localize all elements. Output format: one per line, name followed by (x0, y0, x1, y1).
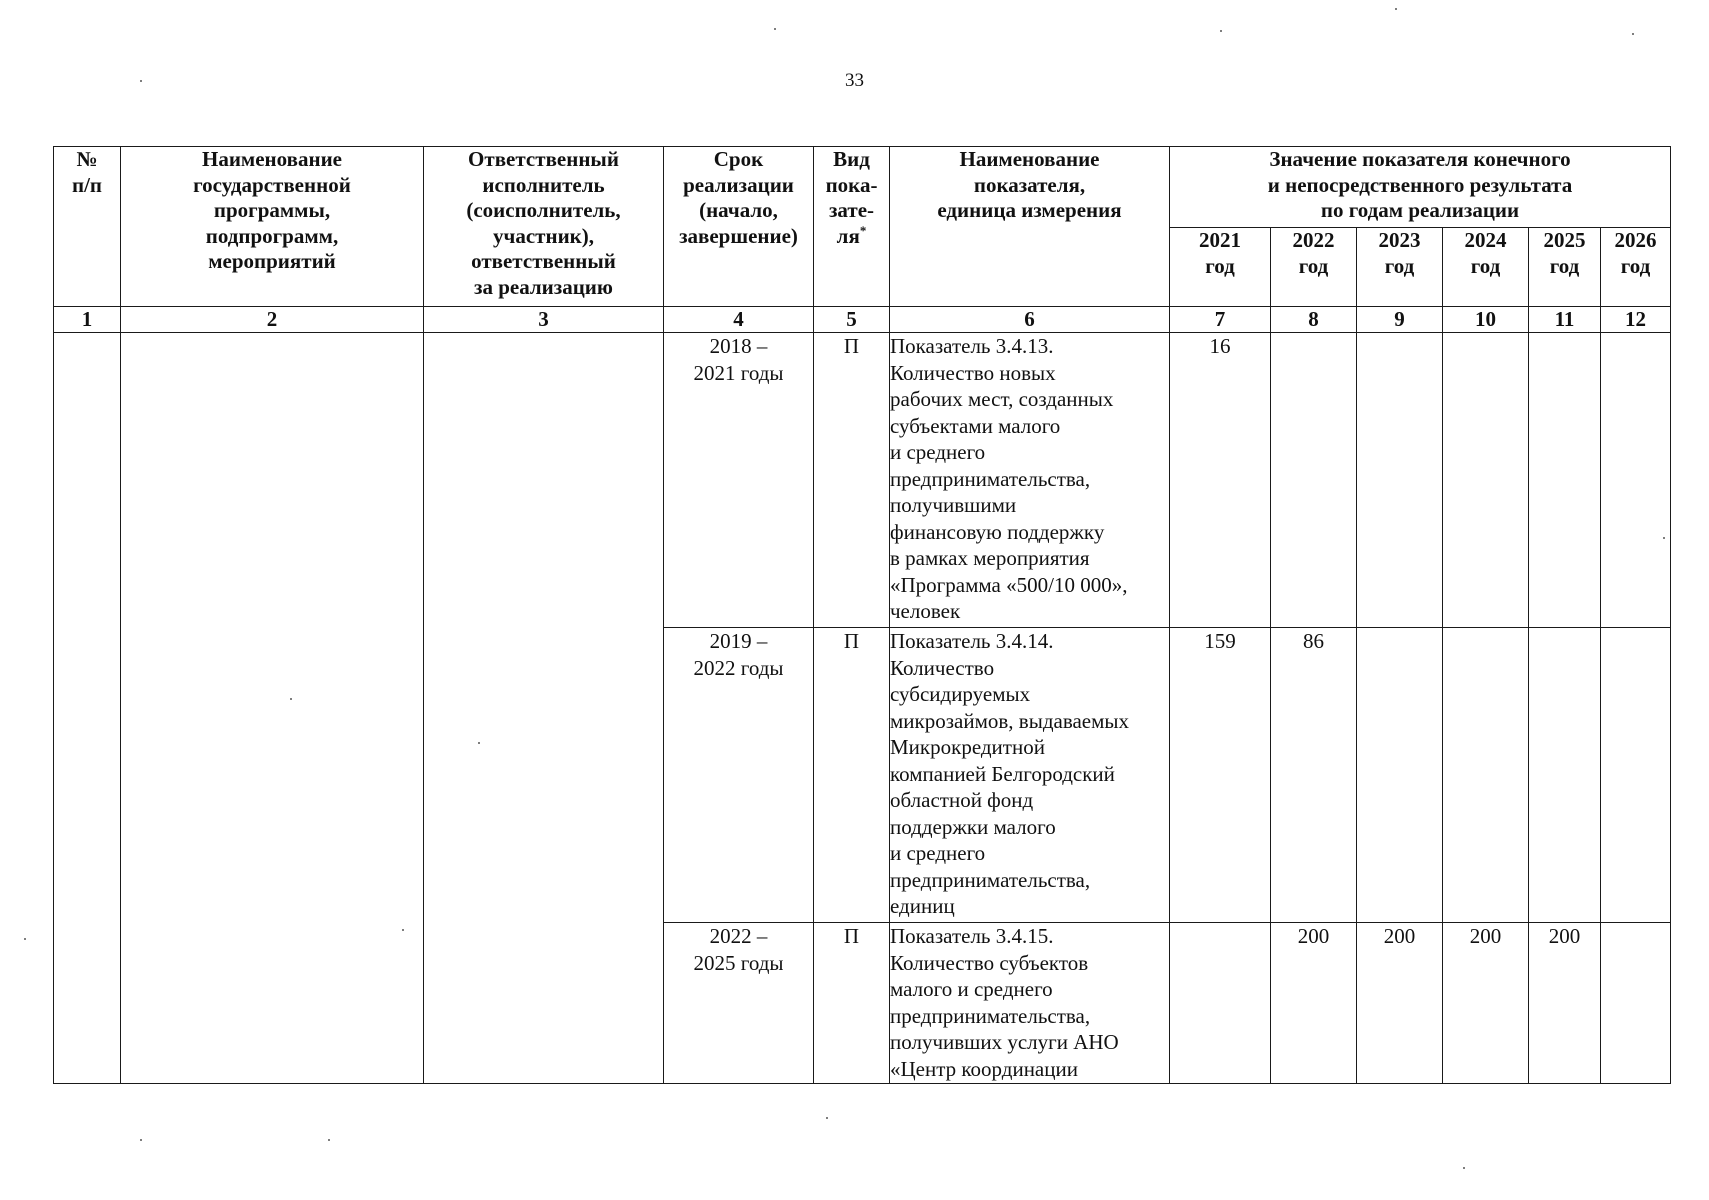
header-number: № п/п (54, 147, 121, 307)
cell-value-2024 (1443, 628, 1529, 923)
column-number: 11 (1529, 307, 1601, 333)
scan-speck (1632, 33, 1634, 35)
cell-value-2025 (1529, 628, 1601, 923)
column-number: 12 (1601, 307, 1671, 333)
cell-value-2021: 16 (1170, 333, 1271, 628)
column-number: 6 (890, 307, 1170, 333)
cell-value-2024: 200 (1443, 923, 1529, 1084)
cell-value-2025: 200 (1529, 923, 1601, 1084)
table-row (54, 333, 1671, 628)
cell-value-2026 (1601, 628, 1671, 923)
column-number: 3 (424, 307, 664, 333)
cell-indicator-type: П (814, 923, 890, 1084)
scan-speck (1220, 30, 1222, 32)
column-number: 1 (54, 307, 121, 333)
header-year-2023: 2023 год (1357, 228, 1443, 307)
column-number: 8 (1271, 307, 1357, 333)
cell-value-2021 (1170, 923, 1271, 1084)
cell-value-2024 (1443, 333, 1529, 628)
cell-program-empty (121, 333, 424, 1084)
scan-speck (24, 938, 26, 940)
cell-value-2022: 200 (1271, 923, 1357, 1084)
cell-indicator-type: П (814, 333, 890, 628)
scan-speck (290, 698, 292, 700)
cell-value-2021: 159 (1170, 628, 1271, 923)
cell-indicator-type: П (814, 628, 890, 923)
scan-speck (140, 1139, 142, 1141)
header-values-group: Значение показателя конечного и непосредственного результата по годам реализации (1170, 147, 1671, 228)
cell-value-2023: 200 (1357, 923, 1443, 1084)
scan-speck (1395, 8, 1397, 10)
header-year-2026: 2026 год (1601, 228, 1671, 307)
header-indicator-type: Вид пока- зате- ля* (814, 147, 890, 307)
footnote-mark: * (859, 222, 867, 238)
cell-term: 2022 – 2025 годы (664, 923, 814, 1084)
cell-value-2026 (1601, 923, 1671, 1084)
cell-value-2025 (1529, 333, 1601, 628)
cell-indicator-name: Показатель 3.4.13. Количество новых рабочих мест, созданных субъектами малого и среднего предпринимательства, получившими финансовую поддержку в рамках мероприятия «Программа «500/10 000», человек (890, 333, 1170, 628)
scan-speck (140, 80, 142, 82)
cell-value-2026 (1601, 333, 1671, 628)
cell-term: 2018 – 2021 годы (664, 333, 814, 628)
column-number: 4 (664, 307, 814, 333)
column-number-row (54, 307, 1671, 333)
scan-speck (774, 28, 776, 30)
scan-speck (478, 742, 480, 744)
cell-responsible-empty (424, 333, 664, 1084)
cell-value-2023 (1357, 333, 1443, 628)
header-program-name: Наименование государственной программы, подпрограмм, мероприятий (121, 147, 424, 307)
header-year-2024: 2024 год (1443, 228, 1529, 307)
indicator-table (53, 146, 1671, 1084)
column-number: 7 (1170, 307, 1271, 333)
column-number: 9 (1357, 307, 1443, 333)
scan-speck (328, 1139, 330, 1141)
column-number: 10 (1443, 307, 1529, 333)
cell-value-2022: 86 (1271, 628, 1357, 923)
scan-speck (1463, 1167, 1465, 1169)
cell-indicator-name: Показатель 3.4.14. Количество субсидируемых микрозаймов, выдаваемых Микрокредитной компанией Белгородский областной фонд поддержки малого и среднего предпринимательства, единиц (890, 628, 1170, 923)
cell-indicator-name: Показатель 3.4.15. Количество субъектов малого и среднего предпринимательства, получивших услуги АНО «Центр координации (890, 923, 1170, 1084)
header-term: Срок реализации (начало, завершение) (664, 147, 814, 307)
column-number: 2 (121, 307, 424, 333)
scan-speck (826, 1117, 828, 1119)
scan-speck (1663, 537, 1665, 539)
cell-term: 2019 – 2022 годы (664, 628, 814, 923)
header-responsible: Ответственный исполнитель (соисполнитель, участник), ответственный за реализацию (424, 147, 664, 307)
cell-number-empty (54, 333, 121, 1084)
header-year-2025: 2025 год (1529, 228, 1601, 307)
page-number: 33 (845, 70, 864, 91)
header-year-2021: 2021 год (1170, 228, 1271, 307)
header-year-2022: 2022 год (1271, 228, 1357, 307)
cell-value-2022 (1271, 333, 1357, 628)
header-indicator-name: Наименование показателя, единица измерения (890, 147, 1170, 307)
column-number: 5 (814, 307, 890, 333)
scan-speck (402, 929, 404, 931)
cell-value-2023 (1357, 628, 1443, 923)
